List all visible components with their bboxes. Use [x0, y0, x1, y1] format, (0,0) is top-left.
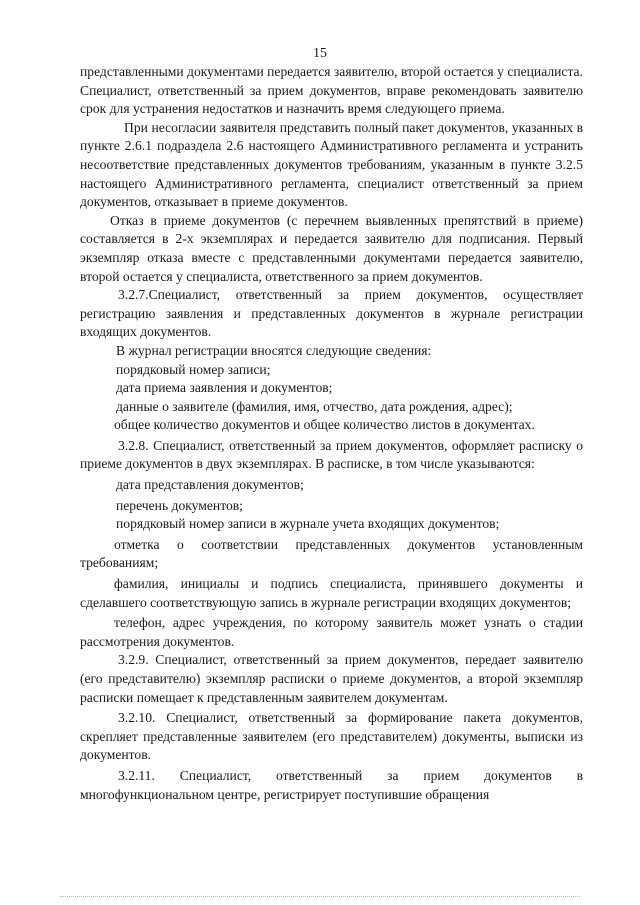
list-item: порядковый номер записи;: [116, 361, 271, 377]
paragraph-refusal-document: Отказ в приеме документов (с перечнем выявленных препятствий в приеме) составляется в 2-х экземплярах и передается заявителю для подписания. Первый экземпляр отказа вместе с представленными документами передается заявителю, второй остается у специалиста, ответственного за прием документов.: [80, 212, 583, 284]
page-number: 15: [313, 46, 327, 61]
list-item: отметка о соответствии представленных документов установленным требованиям;: [80, 536, 583, 571]
paragraph-3-2-10: 3.2.10. Специалист, ответственный за формирование пакета документов, скрепляет представленные заявителем (его представителем) документы, выписки из документов.: [80, 710, 583, 763]
paragraph-3-2-11: 3.2.11. Специалист, ответственный за прием документов в многофункциональном центре, регистрирует поступившие обращения: [80, 767, 583, 802]
list-item: телефон, адрес учреждения, по которому заявитель может узнать о стадии рассмотрения документов.: [80, 615, 583, 649]
list-item: фамилия, инициалы и подпись специалиста, принявшего документы и сделавшего соответствующую запись в журнале регистрации входящих документов;: [80, 576, 583, 610]
list-item: данные о заявителе (фамилия, имя, отчество, дата рождения, адрес);: [116, 398, 513, 414]
document-body: [80, 63, 583, 804]
footer-divider: [60, 896, 580, 897]
list-item: порядковый номер записи в журнале учета входящих документов;: [116, 516, 500, 532]
paragraph-3-2-8: 3.2.8. Специалист, ответственный за прием документов, оформляет расписку о приеме документов в двух экземплярах. В расписке, в том числе указываются:: [80, 437, 583, 472]
paragraph-refusal-disagreement: При несогласии заявителя представить полный пакет документов, указанных в пункте 2.6.1 подраздела 2.6 настоящего Административного регламента и устранить несоответствие представленных документов требованиям, указанным в пункте 3.2.5 настоящего Административного регламента, специалист ответственный за прием документов, отказывает в приеме документов.: [80, 119, 583, 210]
paragraph-journal-intro: В журнал регистрации вносятся следующие сведения:: [116, 342, 432, 358]
paragraph-continuation: представленными документами передается заявителю, второй остается у специалиста. Специалист, ответственный за прием документов, вправе рекомендовать заявителю срок для устранения недостатков и назначить время следующего приема.: [80, 64, 583, 117]
list-item: перечень документов;: [116, 497, 243, 513]
paragraph-3-2-7: 3.2.7.Специалист, ответственный за прием документов, осуществляет регистрацию заявления и представленных документов в журнале регистрации входящих документов.: [80, 287, 583, 340]
list-item: общее количество документов и общее количество листов в документах.: [114, 417, 535, 433]
list-item: дата приема заявления и документов;: [116, 380, 333, 396]
paragraph-3-2-9: 3.2.9. Специалист, ответственный за прием документов, передает заявителю (его представителю) экземпляр расписки о приеме документов, а второй экземпляр расписки помещает к представленным заявителем документам.: [80, 652, 583, 705]
list-item: дата представления документов;: [116, 477, 304, 493]
